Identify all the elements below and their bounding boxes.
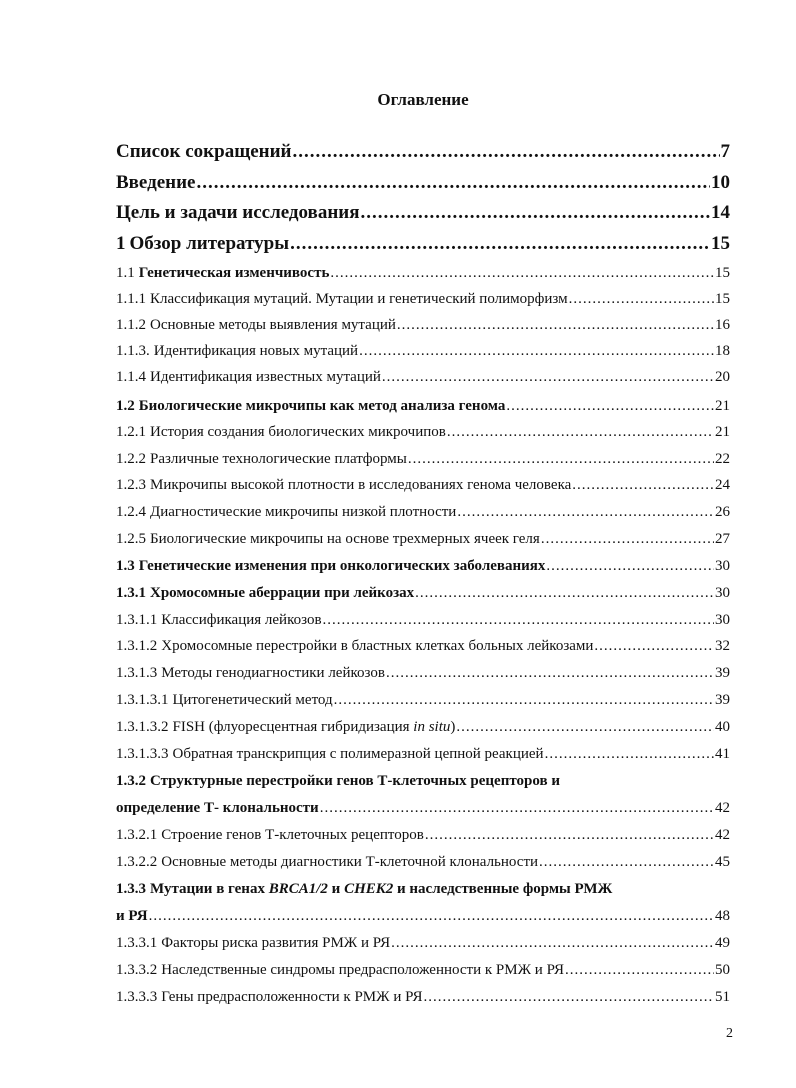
toc-entry-title: Хромосомные перестройки в бластных клетках больных лейкозами <box>161 638 594 654</box>
dot-leader <box>425 826 714 844</box>
toc-entry-page: 26 <box>715 504 730 520</box>
toc-entry-title <box>173 718 456 736</box>
toc-entry-goals[interactable] <box>116 202 730 224</box>
toc-entry-1-3-3-2[interactable] <box>116 961 730 979</box>
title-italic-text: in situ <box>413 719 451 735</box>
toc-entry-1-1-3[interactable] <box>116 342 730 360</box>
toc-entry-1-2-1[interactable] <box>116 423 730 441</box>
dot-leader <box>565 961 714 979</box>
toc-entry-title: Список сокращений <box>116 141 292 162</box>
toc-entry-page: 10 <box>711 172 730 193</box>
toc-entry-1-2-2[interactable] <box>116 450 730 468</box>
toc-entry-1-3-1[interactable] <box>116 584 730 602</box>
toc-entry-page: 14 <box>711 202 730 223</box>
toc-entry-page: 49 <box>715 935 730 951</box>
toc-entry-1-1-4[interactable] <box>116 368 730 386</box>
toc-entry-1-3-3-3[interactable] <box>116 988 730 1006</box>
toc-entry-page: 22 <box>715 451 730 467</box>
toc-entry-literature-review[interactable] <box>116 233 730 255</box>
dot-leader <box>415 584 714 602</box>
toc-entry-page: 32 <box>715 638 730 654</box>
toc-entry-number: 1.2.2 <box>116 451 146 467</box>
toc-entry-number: 1 <box>116 233 126 254</box>
toc-entry-1-3[interactable] <box>116 557 730 575</box>
toc-entry-1-2-3[interactable] <box>116 476 730 494</box>
toc-entry-page: 30 <box>715 612 730 628</box>
toc-entry-number: 1.2.1 <box>116 424 146 440</box>
toc-entry-number: 1.3.3.2 <box>116 962 158 978</box>
toc-entry-page: 15 <box>715 291 730 307</box>
dot-leader <box>386 664 714 682</box>
toc-entry-number: 1.2.3 <box>116 477 146 493</box>
toc-entry-title: Наследственные синдромы предрасположенности к РМЖ и РЯ <box>161 962 564 978</box>
toc-entry-number: 1.3.3.1 <box>116 935 158 951</box>
toc-entry-title: Обзор литературы <box>129 233 290 254</box>
toc-entry-title: Диагностические микрочипы низкой плотности <box>150 504 457 520</box>
toc-entry-page: 40 <box>715 719 730 735</box>
toc-entry-page: 21 <box>715 398 730 414</box>
gene-name-brca: BRCA1/2 <box>268 881 328 897</box>
dot-leader <box>320 799 714 817</box>
toc-entry-1-2[interactable] <box>116 397 730 415</box>
toc-entry-number: 1.3.3 <box>116 881 146 897</box>
toc-entry-title: Факторы риска развития РМЖ и РЯ <box>161 935 391 951</box>
toc-entry-1-3-3-1[interactable] <box>116 934 730 952</box>
toc-entry-number: 1.2.5 <box>116 531 146 547</box>
toc-entry-page: 15 <box>711 233 730 254</box>
toc-entry-1-3-1-3-3[interactable] <box>116 745 730 763</box>
title-text-after: ) <box>450 719 456 735</box>
dot-leader <box>456 718 714 736</box>
toc-entry-title: Классификация мутаций. Мутации и генетический полиморфизм <box>150 291 568 307</box>
dot-leader <box>545 745 714 763</box>
toc-entry-1-1[interactable] <box>116 264 730 282</box>
toc-entry-number: 1.3.1.1 <box>116 612 158 628</box>
toc-entry-title: Основные методы выявления мутаций <box>150 317 396 333</box>
dot-leader <box>293 141 720 163</box>
page-title: Оглавление <box>377 90 469 109</box>
toc-entry-1-3-1-3[interactable] <box>116 664 730 682</box>
toc-entry-page: 20 <box>715 369 730 385</box>
title-text: FISH (флуоресцентная гибридизация <box>172 719 414 735</box>
toc-entry-page: 51 <box>715 989 730 1005</box>
toc-entry-number: 1.1 <box>116 265 135 281</box>
toc-entry-title: Идентификация известных мутаций <box>150 369 381 385</box>
toc-entry-number: 1.3.3.3 <box>116 989 158 1005</box>
toc-entry-title: Генетические изменения при онкологических заболеваниях <box>138 558 546 574</box>
dot-leader <box>569 290 714 308</box>
toc-entry-title: Гены предрасположенности к РМЖ и РЯ <box>161 989 423 1005</box>
title-text-after: и наследственные формы РМЖ <box>393 881 613 897</box>
toc-entry-page: 39 <box>715 665 730 681</box>
dot-leader <box>539 853 714 871</box>
toc-entry-introduction[interactable] <box>116 172 730 194</box>
dot-leader <box>506 397 714 415</box>
toc-entry-number: 1.3.1.3.1 <box>116 692 169 708</box>
dot-leader <box>397 316 714 334</box>
toc-entry-1-2-5[interactable] <box>116 530 730 548</box>
toc-entry-title: Основные методы диагностики Т-клеточной клональности <box>161 854 539 870</box>
toc-entry-page: 7 <box>720 141 730 162</box>
toc-entry-1-3-1-3-1[interactable] <box>116 691 730 709</box>
dot-leader <box>408 450 714 468</box>
toc-entry-page: 30 <box>715 558 730 574</box>
toc-entry-number: 1.3.2.2 <box>116 854 158 870</box>
toc-entry-title: Цитогенетический метод <box>172 692 333 708</box>
toc-entry-1-2-4[interactable] <box>116 503 730 521</box>
toc-entry-number: 1.2 <box>116 398 135 414</box>
toc-entry-page: 45 <box>715 854 730 870</box>
toc-entry-1-3-1-2[interactable] <box>116 637 730 655</box>
toc-entry-page: 24 <box>715 477 730 493</box>
dot-leader <box>391 934 714 952</box>
dot-leader <box>457 503 714 521</box>
toc-entry-1-3-2-line1[interactable] <box>116 772 730 790</box>
toc-entry-1-3-1-3-2[interactable] <box>116 718 730 736</box>
toc-entry-page: 42 <box>715 800 730 816</box>
dot-leader <box>594 637 714 655</box>
dot-leader <box>149 907 714 925</box>
toc-entry-number: 1.1.1 <box>116 291 146 307</box>
toc-entry-title: Обратная транскрипция с полимеразной цепной реакцией <box>172 746 544 762</box>
toc-entry-page: 48 <box>715 908 730 924</box>
toc-entry-title: Строение генов Т-клеточных рецепторов <box>161 827 424 843</box>
page-number: 2 <box>726 1026 733 1041</box>
dot-leader <box>323 611 714 629</box>
toc-entry-page: 42 <box>715 827 730 843</box>
toc-entry-number: 1.2.4 <box>116 504 146 520</box>
toc-entry-number: 1.3.1.2 <box>116 638 158 654</box>
dot-leader <box>424 988 715 1006</box>
dot-leader <box>447 423 714 441</box>
toc-entry-page: 18 <box>715 343 730 359</box>
dot-leader <box>290 233 710 255</box>
toc-entry-1-3-2-1[interactable] <box>116 826 730 844</box>
toc-entry-number: 1.3.1.3.3 <box>116 746 169 762</box>
dot-leader <box>330 264 714 282</box>
toc-entry-abbreviations[interactable] <box>116 141 730 163</box>
dot-leader <box>541 530 714 548</box>
toc-entry-number: 1.3.2.1 <box>116 827 158 843</box>
dot-leader <box>197 172 711 194</box>
toc-entry-1-3-2-line2[interactable] <box>116 799 730 817</box>
dot-leader <box>382 368 714 386</box>
toc-entry-title <box>150 880 612 898</box>
toc-entry-page: 27 <box>715 531 730 547</box>
toc-entry-title: Различные технологические платформы <box>150 451 407 467</box>
toc-entry-1-3-1-1[interactable] <box>116 611 730 629</box>
toc-entry-title: Генетическая изменчивость <box>138 265 330 281</box>
dot-leader <box>572 476 714 494</box>
toc-entry-page: 16 <box>715 317 730 333</box>
toc-entry-number: 1.1.4 <box>116 369 146 385</box>
dot-leader <box>334 691 714 709</box>
toc-entry-number: 1.1.2 <box>116 317 146 333</box>
title-text: Мутации в генах <box>150 881 269 897</box>
toc-entry-page: 15 <box>715 265 730 281</box>
toc-entry-title: Методы генодиагностики лейкозов <box>161 665 385 681</box>
toc-entry-1-3-3-line1[interactable] <box>116 880 730 898</box>
toc-entry-title: Хромосомные аберрации при лейкозах <box>150 585 415 601</box>
toc-entry-page: 41 <box>715 746 730 762</box>
toc-entry-page: 39 <box>715 692 730 708</box>
dot-leader <box>361 202 711 224</box>
toc-entry-number: 1.3.2 <box>116 773 146 789</box>
toc-entry-title: Введение <box>116 172 196 193</box>
toc-entry-number: 1.3 <box>116 558 135 574</box>
toc-entry-1-1-2[interactable] <box>116 316 730 334</box>
gene-name-chek: CHEK2 <box>344 881 394 897</box>
toc-entry-title: История создания биологических микрочипов <box>150 424 446 440</box>
toc-entry-title-continued: определение Т- клональности <box>116 800 319 816</box>
toc-entry-page: 30 <box>715 585 730 601</box>
toc-entry-number: 1.3.1.3 <box>116 665 158 681</box>
toc-entry-page: 21 <box>715 424 730 440</box>
toc-entry-title: Классификация лейкозов <box>161 612 322 628</box>
dot-leader <box>359 342 714 360</box>
toc-entry-1-1-1[interactable] <box>116 290 730 308</box>
toc-entry-title: Идентификация новых мутаций <box>153 343 359 359</box>
toc-entry-1-3-2-2[interactable] <box>116 853 730 871</box>
dot-leader <box>546 557 714 575</box>
toc-entry-number: 1.3.1 <box>116 585 146 601</box>
toc-entry-title: Структурные перестройки генов Т-клеточных рецепторов и <box>150 773 560 789</box>
toc-entry-title: Микрочипы высокой плотности в исследованиях генома человека <box>150 477 572 493</box>
toc-entry-title: Биологические микрочипы как метод анализа генома <box>138 398 506 414</box>
toc-entry-title-continued: и РЯ <box>116 908 148 924</box>
toc-entry-page: 50 <box>715 962 730 978</box>
title-text-mid: и <box>327 881 345 897</box>
toc-entry-1-3-3-line2[interactable] <box>116 907 730 925</box>
toc-entry-title: Цель и задачи исследования <box>116 202 360 223</box>
toc-entry-number: 1.1.3. <box>116 343 150 359</box>
toc-entry-title: Биологические микрочипы на основе трехмерных ячеек геля <box>150 531 540 547</box>
toc-entry-number: 1.3.1.3.2 <box>116 719 169 735</box>
